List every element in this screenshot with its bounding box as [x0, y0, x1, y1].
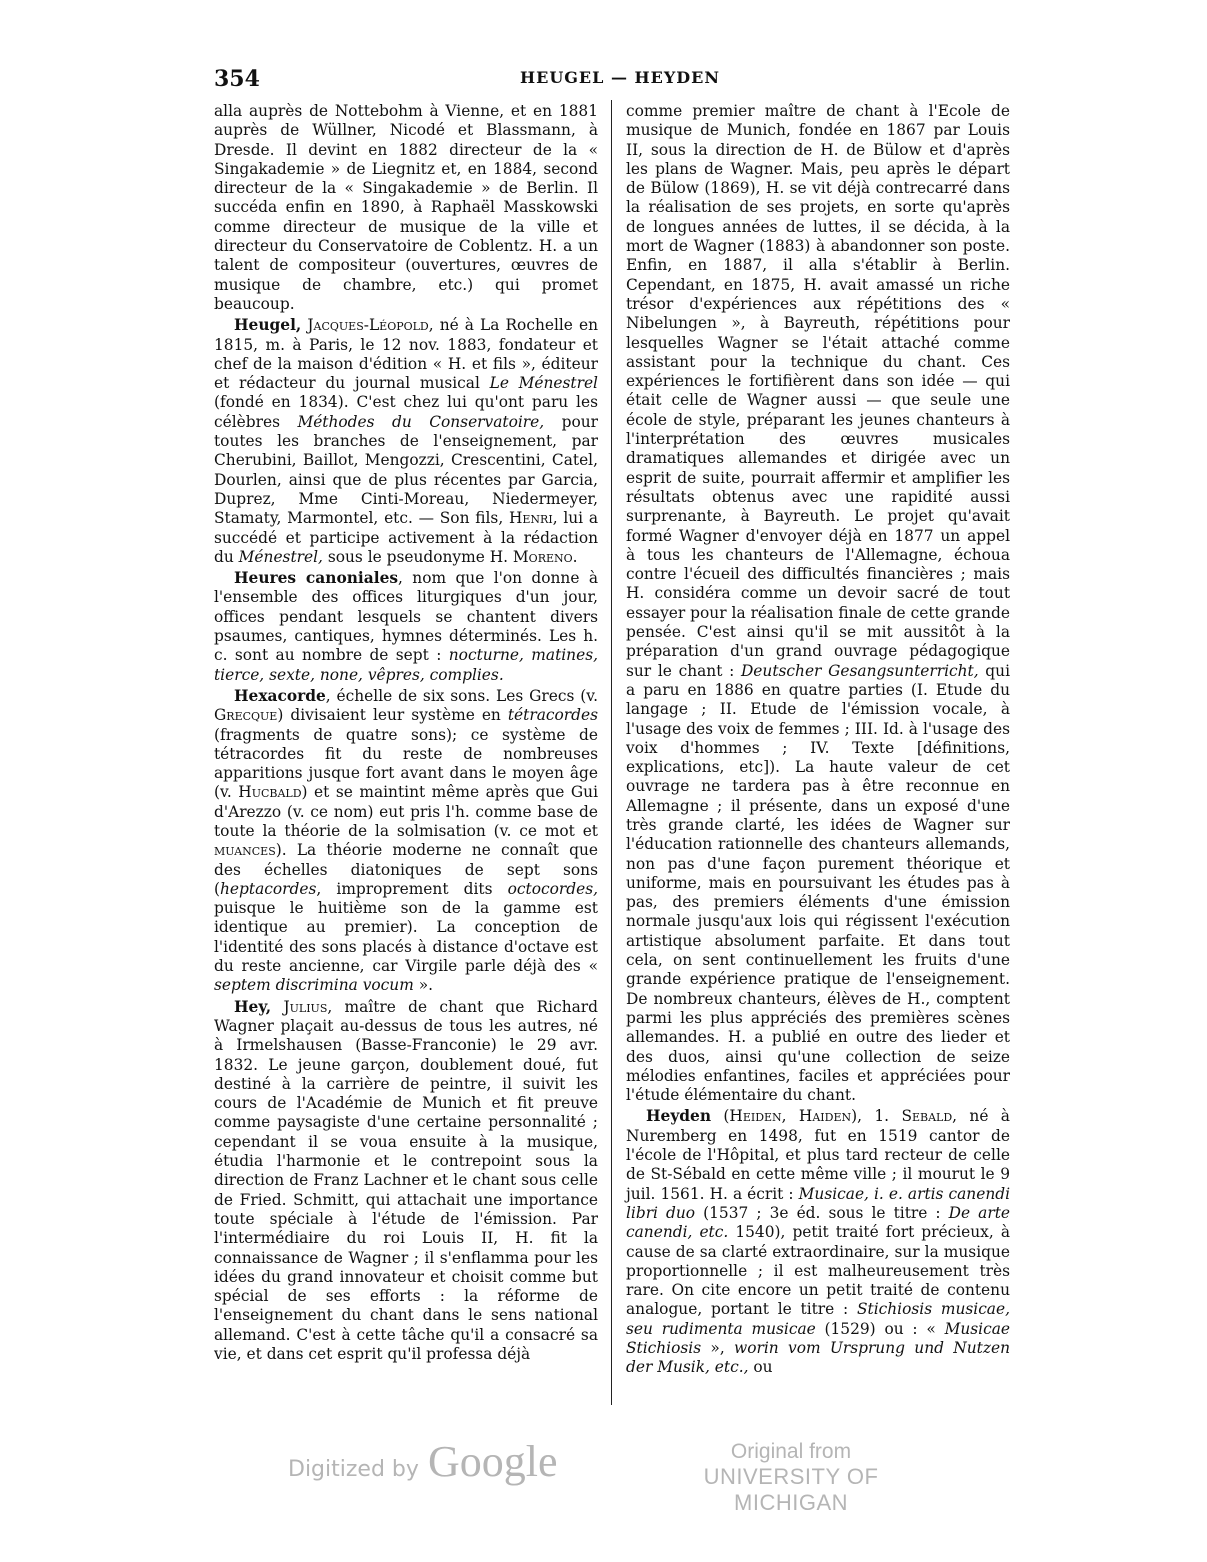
entry-heures-canoniales — [214, 569, 598, 685]
entry-text: (fragments de quatre sons); ce système de tétracordes fit du reste de nombreuses apparitions jusque fort avant dans le moyen âge (v. — [214, 725, 598, 802]
entry-hey — [214, 998, 598, 1365]
institution-text: UNIVERSITY OF MICHIGAN — [703, 1464, 879, 1515]
entry-text: ). La théorie moderne ne connaît que des échelles diatoniques de sept sons ( — [214, 841, 598, 898]
person-name: Jacques-Léopold — [307, 316, 429, 335]
entry-text: , échelle de six sons. Les Grecs (v. — [325, 686, 598, 705]
entry-text: , né à Nuremberg en 1498, fut en 1519 cantor de l'école de l'Hôpital, et plus tard recteur de celle de St-Sébald en cette même ville ; il mourut le 9 juil. 1561. H. a écrit : — [626, 1107, 1010, 1203]
original-from-watermark — [668, 1440, 914, 1516]
google-logo-text: Google — [428, 1437, 558, 1486]
entry-heugel — [214, 316, 598, 567]
title-italic: Musicae, i. e. artis canendi libri duo — [626, 1184, 1010, 1222]
headword: Heugel, — [234, 316, 302, 335]
left-column — [214, 102, 598, 1364]
digitized-by-watermark — [288, 1436, 558, 1487]
term-italic: tétracordes — [507, 706, 598, 725]
cross-reference: Moreno — [512, 547, 573, 566]
headword: Hey, — [234, 997, 272, 1016]
title-italic: worin vom Ursprung und Nutzen der Musik, etc., — [626, 1339, 1010, 1377]
entry-text: (fondé en 1834). C'est chez lui qu'ont paru les célèbres — [214, 393, 598, 431]
cross-reference: muances — [214, 841, 276, 860]
entry-hexacorde — [214, 687, 598, 996]
entry-text: . — [572, 547, 578, 566]
entry-text: », — [701, 1339, 735, 1357]
continued-paragraph: alla auprès de Nottebohm à Vienne, et en 1881 auprès de Wüllner, Nicodé et Blassmann, à Dresde. Il devint en 1882 directeur de la « Singakademie » de Liegnitz et, en 1884, second directeur de la « Singakademie » de Berlin. Il succéda enfin en 1890, à Raphaël Masskowski comme directeur de musique de la ville et directeur du Conservatoire de Coblentz. H. a un talent de compositeur (ouvertures, œuvres de musique de chambre, etc.) qui promet beaucoup. — [214, 102, 598, 313]
entry-text: (1529) ou : « — [815, 1319, 945, 1338]
page-number: 354 — [214, 66, 260, 92]
digitized-by-text: Digitized by — [288, 1457, 419, 1482]
entry-text: ou — [748, 1358, 773, 1377]
entry-text: , né à La Rochelle en 1815, m. à Paris, le 12 nov. 1883, fondateur et chef de la maison d'édition « H. et fils », éditeur et rédacteur du journal musical — [214, 316, 598, 393]
title-italic: De arte canendi, etc. — [626, 1203, 1011, 1242]
cross-reference: Heiden, Haiden — [729, 1107, 852, 1126]
original-from-text: Original from — [730, 1440, 852, 1463]
running-head: HEUGEL — HEYDEN — [520, 68, 720, 87]
cross-reference: Henri — [508, 509, 553, 528]
entry-text: , improprement dits — [316, 879, 508, 898]
entry-text: ) divisaient leur système en — [277, 706, 508, 725]
entry-text: , nom que l'on donne à l'ensemble des offices liturgiques d'un jour, offices pendant lesquels se chantent divers psaumes, cantiques, hymnes déterminés. Les h. c. sont au nombre de sept : — [214, 569, 598, 665]
term-italic: octocordes, — [507, 879, 598, 898]
entry-text: , maître de chant que Richard Wagner plaçait au-dessus de tous les autres, né à Irmelshausen (Basse-Franconie) le 29 avr. 1832. Le jeune garçon, doublement doué, fut destiné à la carrière de peintre, il suivit les cours de l'Académie de Munich et fit preuve comme paysagiste d'une certaine personnalité ; cependant il se voua ensuite à la musique, étudia l'harmonie et le contrepoint sous la direction de Franz Lachner et le chant sous celle de Fried. Schmitt, qui attachait une importance toute spéciale à l'étude de l'émission. Par l'intermédiaire du roi Louis II, H. fit la connaissance de Wagner ; il s'enflamma pour les idées du grand innovateur et choisit comme but spécial de ses efforts : la réforme de l'enseignement du chant dans le sens national allemand. C'est à cette tâche qu'il a consacré sa vie, et dans cet esprit qu'il professa déjà — [214, 997, 598, 1363]
term-italic: nocturne, matines, tierce, sexte, none, vêpres, complies. — [214, 646, 598, 684]
cross-reference: Grecque — [214, 706, 278, 725]
person-name: Julius — [283, 997, 328, 1016]
entry-text: 1540), petit traité fort précieux, à cause de sa clarté extraordinaire, sur la musique proportionnelle ; il est malheureusement très rare. On cite encore un petit traité de contenu analogue, portant le titre : — [626, 1223, 1010, 1319]
entry-text: ». — [413, 976, 433, 995]
entry-text: puisque le huitième son de la gamme est identique au premier). La conception de l'identité des sons placés à distance d'octave est du reste ancienne, car Virgile parle déjà des « — [214, 899, 598, 976]
entry-text: ) et se maintint même après que Gui d'Arezzo (v. ce nom) eut pris l'h. comme base de toute la théorie de la solmisation (v. ce mot et — [214, 783, 598, 840]
headword: Heures canoniales — [234, 569, 399, 588]
title-italic: Ménestrel, — [238, 547, 323, 566]
title-italic: Stichiosis musicae, seu rudimenta musicae — [626, 1300, 1010, 1338]
entry-text: (1537 ; 3e éd. sous le titre : — [695, 1203, 949, 1222]
entry-text: ), 1. — [851, 1107, 902, 1126]
entry-text: sous le pseudonyme H. — [322, 547, 513, 566]
right-column — [626, 102, 1010, 1378]
column-divider — [611, 100, 612, 1405]
title-italic: Musicae Stichiosis — [626, 1319, 1011, 1357]
term-italic: heptacordes — [220, 879, 317, 898]
entry-text: comme premier maître de chant à l'Ecole de musique de Munich, fondée en 1867 par Louis II, sous la direction de H. de Bülow et d'après les plans de Wagner. Mais, peu après le départ de Bülow (1869), H. se vit déjà contrecarré dans la réalisation de ses projets, en sorte qu'après de longues années de luttes, il se décida, à la mort de Wagner (1883) à abandonner son poste. Enfin, en 1887, il alla s'établir à Berlin. Cependant, en 1875, H. avait amassé un riche trésor d'expériences aux répétitions des « Nibelungen », à Bayreuth, répétitions pour lesquelles Wagner se l'était attaché comme assistant pour la technique du chant. Ces expériences le fortifièrent dans son idée — qui était celle de Wagner aussi — que seule une école de style, préparant les jeunes chanteurs à l'interprétation des œuvres musicales dramatiques allemandes et dirigée avec un esprit de suite, pourrait affermir et amplifier les résultats obtenus avec une rapidité aussi surprenante, à Bayreuth. Le projet qu'avait formé Wagner d'envoyer déjà en 1877 un appel à tous les chanteurs de l'Allemagne, échoua contre l'écueil des difficultés financières ; mais H. considéra comme un devoir sacré de tout essayer pour la réalisation finale de cette grande pensée. C'est ainsi qu'il se mit aussitôt à la préparation d'un grand ouvrage pédagogique sur le chant : — [626, 102, 1010, 680]
entry-text: pour toutes les branches de l'enseignement, par Cherubini, Baillot, Mengozzi, Crescentini, Catel, Dourlen, ainsi que de plus récentes par Garcia, Duprez, Mme Cinti-Moreau, Niedermeyer, Stamaty, Marmontel, etc. — Son fils, — [214, 412, 598, 528]
person-name: Sebald — [901, 1107, 953, 1126]
entry-text: qui a paru en 1886 en quatre parties (I. Etude du langage ; II. Etude de l'émission vocale, à l'usage des voix de femmes ; III. Id. à l'usage des voix d'hommes ; IV. Texte [définitions, explications, etc]). La haute valeur de cet ouvrage ne tardera pas à être reconnue en Allemagne ; il présente, dans un exposé d'une très grande clarté, les idées de Wagner sur l'éducation rationnelle des chanteurs allemands, non pas d'une façon purement théorique et uniforme, mais en poursuivant les études pas à pas, des premiers éléments d'une émission normale jusqu'aux lois qui régissent l'exécution artistique absolument parfaite. Et dans tout cela, on sent continuellement les fruits d'une grande expérience pratique de l'enseignement. De nombreux chanteurs, élèves de H., comptent parmi les plus appréciés des premières scènes allemandes. H. a publié en outre des lieder et des duos, ainsi qu'une collection de seize mélodies enfantines, faciles et appréciées pour l'étude élémentaire du chant. — [626, 661, 1010, 1105]
title-italic: Méthodes du Conservatoire, — [297, 412, 545, 431]
entry-text: ( — [711, 1107, 730, 1126]
quote-italic: septem discrimina vocum — [214, 976, 414, 995]
headword: Hexacorde — [234, 686, 326, 705]
cross-reference: Hucbald — [238, 783, 302, 802]
continued-paragraph — [626, 102, 1010, 1105]
title-italic: Deutscher Gesangsunterricht, — [740, 661, 979, 680]
entry-text: , lui a succédé et participe activement à la rédaction du — [214, 509, 599, 566]
headword: Heyden — [646, 1107, 712, 1126]
title-italic: Le Ménestrel — [489, 374, 598, 393]
entry-heyden — [626, 1107, 1010, 1377]
